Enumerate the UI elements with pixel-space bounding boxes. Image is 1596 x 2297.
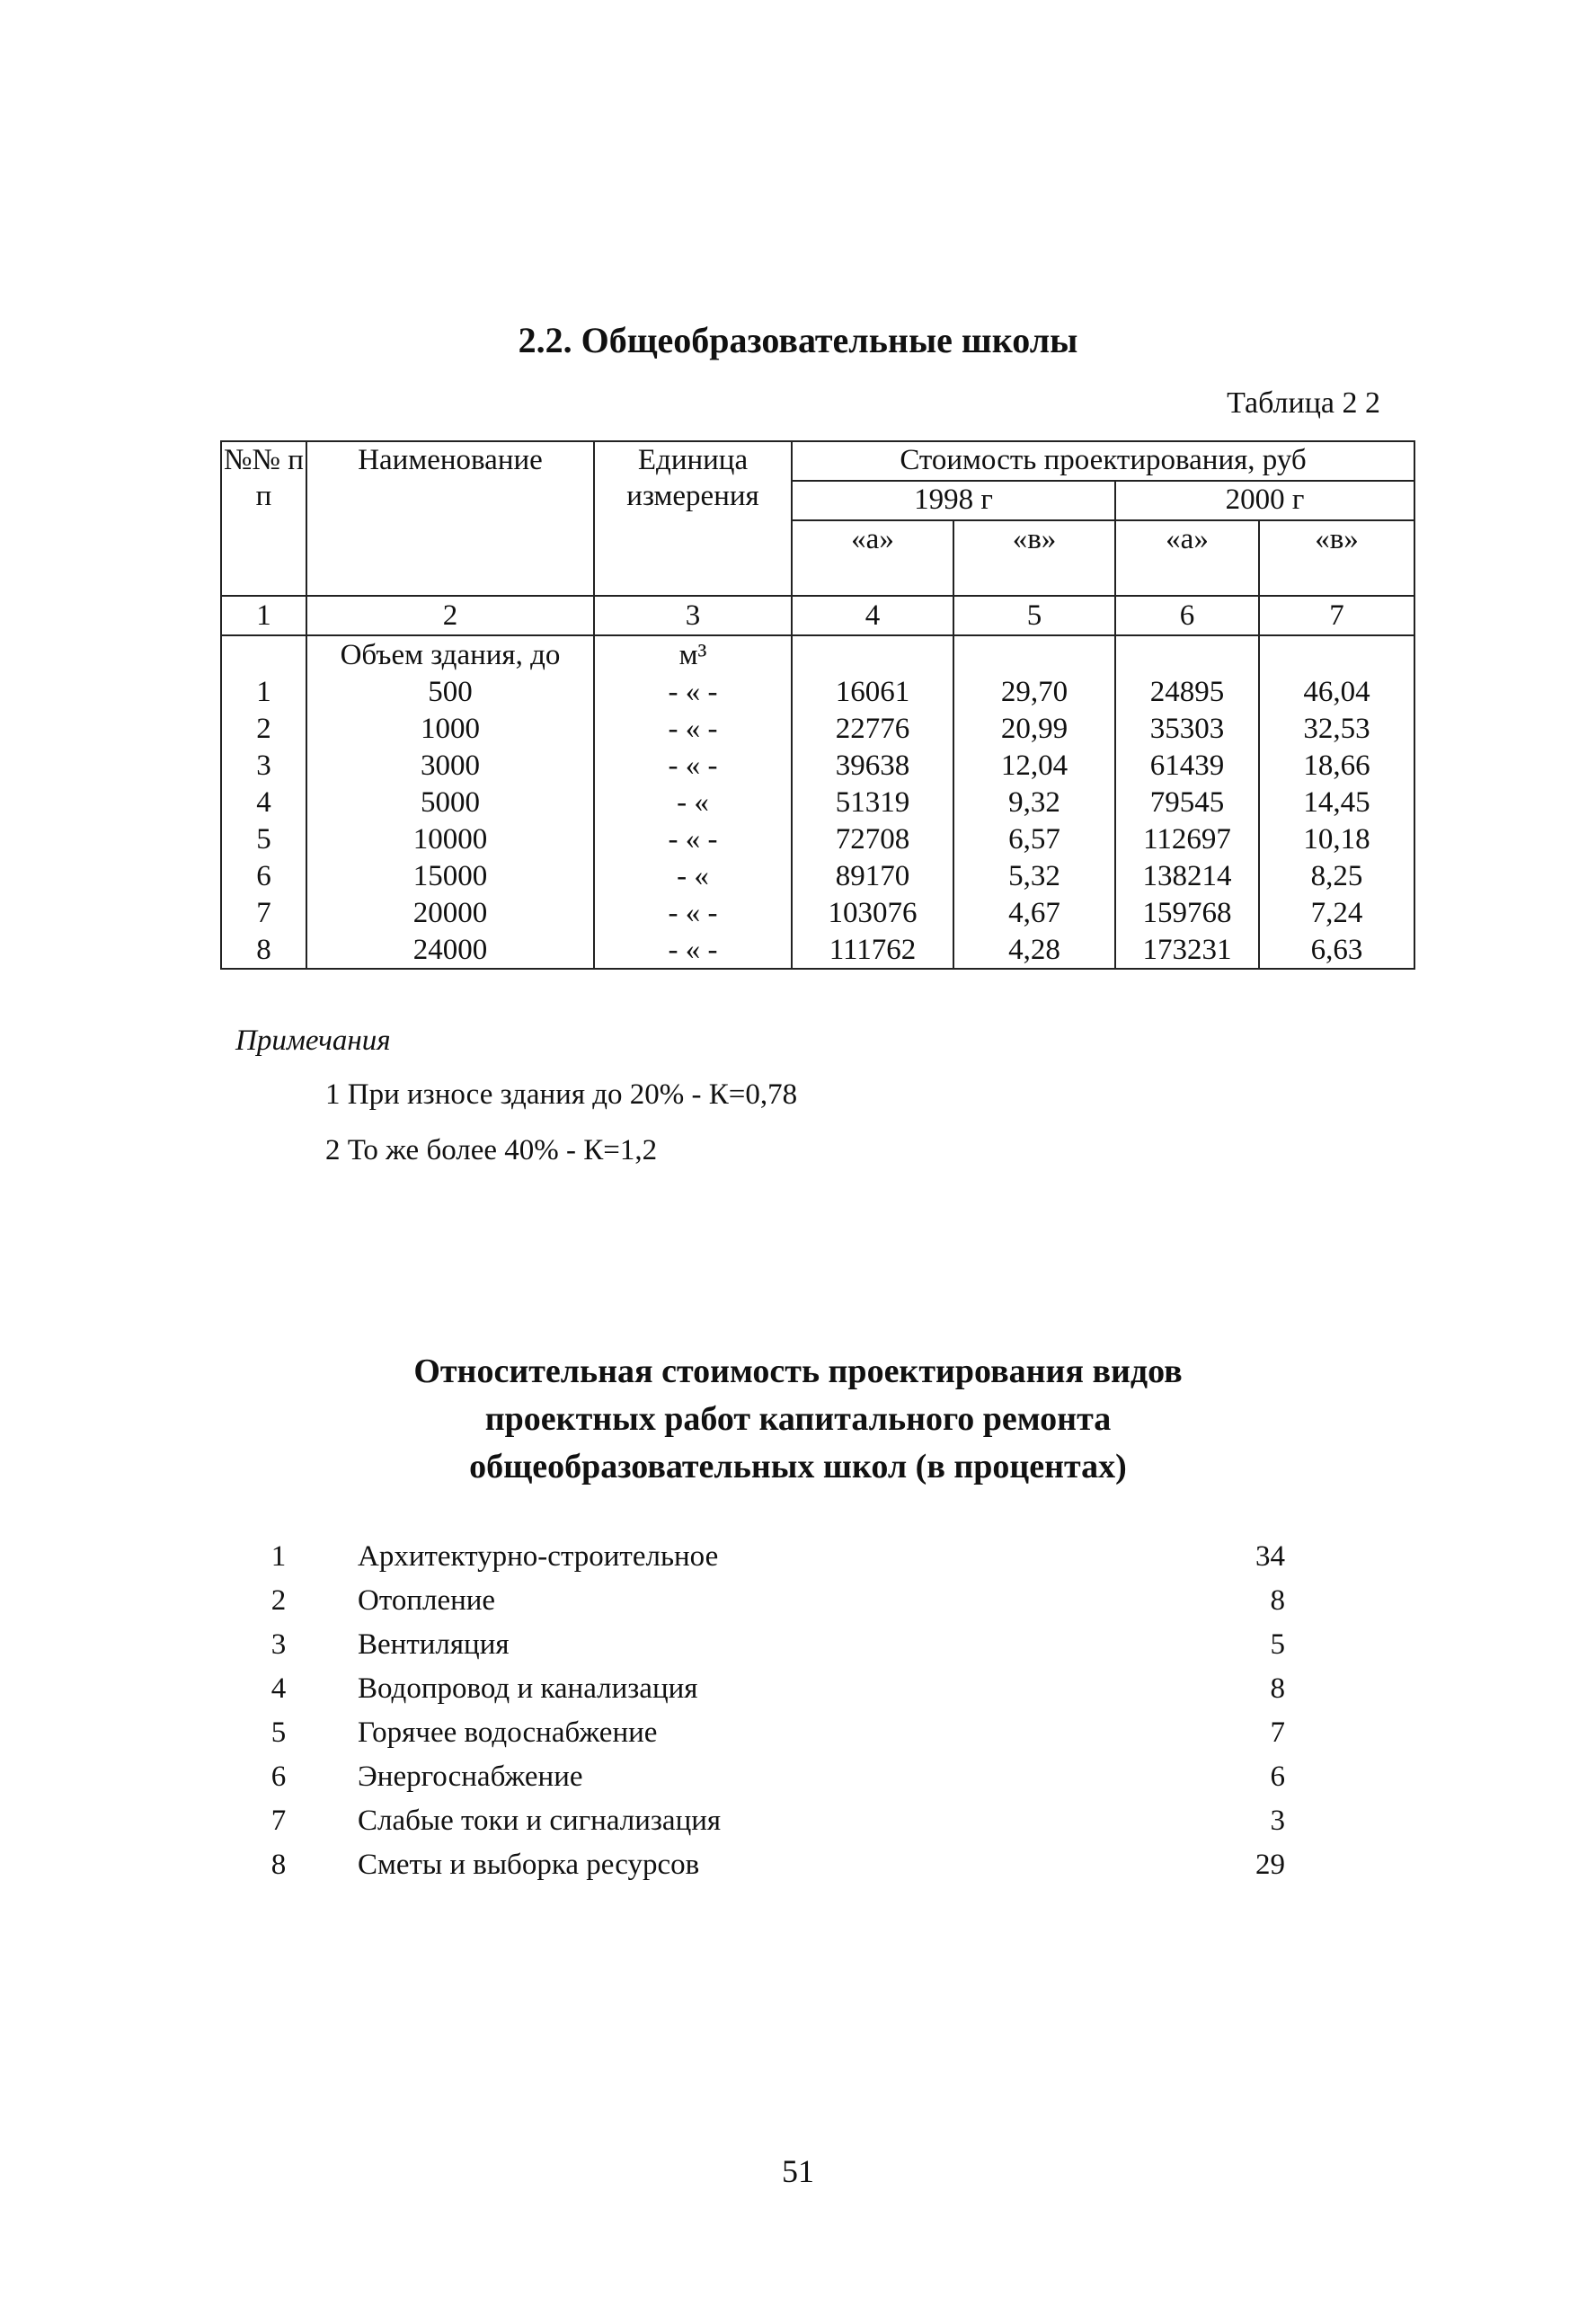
cell-v2000: 8,25 <box>1259 857 1414 894</box>
header-a-2000: «а» <box>1115 520 1259 596</box>
cell-a1998: 39638 <box>792 747 953 784</box>
cell-name: 15000 <box>306 857 594 894</box>
header-year-2000: 2000 г <box>1115 481 1414 520</box>
cell-a2000: 61439 <box>1115 747 1259 784</box>
cell-unit: - « - <box>594 931 792 969</box>
col-number: 7 <box>1259 596 1414 635</box>
list-item-label: Энергоснабжение <box>358 1760 583 1793</box>
cell-unit: - « - <box>594 710 792 747</box>
cell-n: 1 <box>221 673 306 710</box>
cell-v2000: 6,63 <box>1259 931 1414 969</box>
cell-a1998: 51319 <box>792 784 953 820</box>
cell-v2000: 32,53 <box>1259 710 1414 747</box>
header-unit: Единица измерения <box>594 441 792 596</box>
list-item-value: 6 <box>1270 1760 1285 1793</box>
cell-v1998: 29,70 <box>953 673 1115 710</box>
cell-name: 500 <box>306 673 594 710</box>
cell-a1998: 111762 <box>792 931 953 969</box>
list-item-label: Сметы и выборка ресурсов <box>358 1849 700 1881</box>
cell-n: 5 <box>221 820 306 857</box>
list-item-number: 3 <box>270 1628 287 1661</box>
cell-v1998: 9,32 <box>953 784 1115 820</box>
cell-a2000: 138214 <box>1115 857 1259 894</box>
col-number: 2 <box>306 596 594 635</box>
cell-a1998: 16061 <box>792 673 953 710</box>
cell-a2000: 79545 <box>1115 784 1259 820</box>
cell-a1998: 89170 <box>792 857 953 894</box>
list-item-number: 5 <box>270 1716 287 1749</box>
list-item-number: 2 <box>270 1584 287 1617</box>
cell-n: 2 <box>221 710 306 747</box>
list-item-number: 7 <box>270 1805 287 1837</box>
cell-v1998: 12,04 <box>953 747 1115 784</box>
cell-unit: - « - <box>594 673 792 710</box>
cell-v2000: 7,24 <box>1259 894 1414 931</box>
header-name: Наименование <box>306 441 594 596</box>
table-row <box>221 894 1414 931</box>
col-number: 3 <box>594 596 792 635</box>
list-item-value: 34 <box>1255 1540 1285 1573</box>
cell-n: 3 <box>221 747 306 784</box>
cell-unit: - « - <box>594 820 792 857</box>
cell-name: 1000 <box>306 710 594 747</box>
cell-v1998: 6,57 <box>953 820 1115 857</box>
cell-n: 6 <box>221 857 306 894</box>
list-item-value: 5 <box>1270 1628 1285 1661</box>
table-row <box>221 931 1414 969</box>
notes-title: Примечания <box>235 1024 391 1057</box>
relative-title-line: Относительная стоимость проектирования видов <box>413 1352 1183 1390</box>
list-item-value: 8 <box>1270 1672 1285 1705</box>
table-row <box>221 635 1414 673</box>
header-v-1998: «в» <box>953 520 1115 596</box>
cell-name: 24000 <box>306 931 594 969</box>
relative-title-line: общеобразовательных школ (в процентах) <box>469 1448 1127 1486</box>
list-item-label: Горячее водоснабжение <box>358 1716 658 1749</box>
table-row <box>221 784 1414 820</box>
relative-title-line: проектных работ капитального ремонта <box>484 1400 1112 1438</box>
list-item-label: Отопление <box>358 1584 496 1617</box>
table-row <box>221 673 1414 710</box>
cell-v2000: 10,18 <box>1259 820 1414 857</box>
list-item-number: 1 <box>270 1540 287 1573</box>
cell-a2000: 159768 <box>1115 894 1259 931</box>
cost-table <box>220 440 1415 970</box>
list-item-number: 8 <box>270 1849 287 1881</box>
list-item-value: 8 <box>1270 1584 1285 1617</box>
cell-a2000: 35303 <box>1115 710 1259 747</box>
cell-v1998: 4,28 <box>953 931 1115 969</box>
note-item: 2 То же более 40% - К=1,2 <box>325 1134 658 1166</box>
col-number: 5 <box>953 596 1115 635</box>
list-item-value: 7 <box>1270 1716 1285 1749</box>
cell-v1998: 4,67 <box>953 894 1115 931</box>
header-num: №№ п п <box>221 441 306 596</box>
cell-n: 4 <box>221 784 306 820</box>
cell-a2000: 24895 <box>1115 673 1259 710</box>
col-number: 1 <box>221 596 306 635</box>
header-cost: Стоимость проектирования, руб <box>792 441 1414 481</box>
table-label: Таблица 2 2 <box>1227 386 1380 420</box>
list-item-label: Водопровод и канализация <box>358 1672 698 1705</box>
cell-name: 10000 <box>306 820 594 857</box>
section-title: 2.2. Общеобразовательные школы <box>518 320 1078 360</box>
page-number: 51 <box>782 2153 814 2189</box>
subheader-unit: м³ <box>594 635 792 673</box>
cell-a1998: 103076 <box>792 894 953 931</box>
cell-v2000: 46,04 <box>1259 673 1414 710</box>
header-a-1998: «а» <box>792 520 953 596</box>
header-year-1998: 1998 г <box>792 481 1115 520</box>
list-item-number: 4 <box>270 1672 287 1705</box>
cell-a1998: 72708 <box>792 820 953 857</box>
cell-name: 5000 <box>306 784 594 820</box>
table-row <box>221 710 1414 747</box>
cell-n: 8 <box>221 931 306 969</box>
table-row <box>221 857 1414 894</box>
cell-unit: - « <box>594 857 792 894</box>
col-number: 4 <box>792 596 953 635</box>
subheader-name: Объем здания, до <box>306 635 594 673</box>
cell-a1998: 22776 <box>792 710 953 747</box>
cell-a2000: 173231 <box>1115 931 1259 969</box>
cell-v1998: 5,32 <box>953 857 1115 894</box>
cell-name: 3000 <box>306 747 594 784</box>
cell-n: 7 <box>221 894 306 931</box>
list-item-label: Вентиляция <box>358 1628 510 1661</box>
note-item: 1 При износе здания до 20% - К=0,78 <box>325 1078 798 1111</box>
cell-unit: - « <box>594 784 792 820</box>
cell-a2000: 112697 <box>1115 820 1259 857</box>
list-item-label: Архитектурно-строительное <box>358 1540 719 1573</box>
list-item-value: 3 <box>1270 1805 1285 1837</box>
list-item-label: Слабые токи и сигнализация <box>358 1805 722 1837</box>
cell-v2000: 18,66 <box>1259 747 1414 784</box>
cell-v2000: 14,45 <box>1259 784 1414 820</box>
header-v-2000: «в» <box>1259 520 1414 596</box>
cell-name: 20000 <box>306 894 594 931</box>
list-item-value: 29 <box>1255 1849 1285 1881</box>
list-item-number: 6 <box>270 1760 287 1793</box>
col-number: 6 <box>1115 596 1259 635</box>
cell-v1998: 20,99 <box>953 710 1115 747</box>
table-row <box>221 747 1414 784</box>
cell-unit: - « - <box>594 894 792 931</box>
table-row <box>221 820 1414 857</box>
cell-unit: - « - <box>594 747 792 784</box>
